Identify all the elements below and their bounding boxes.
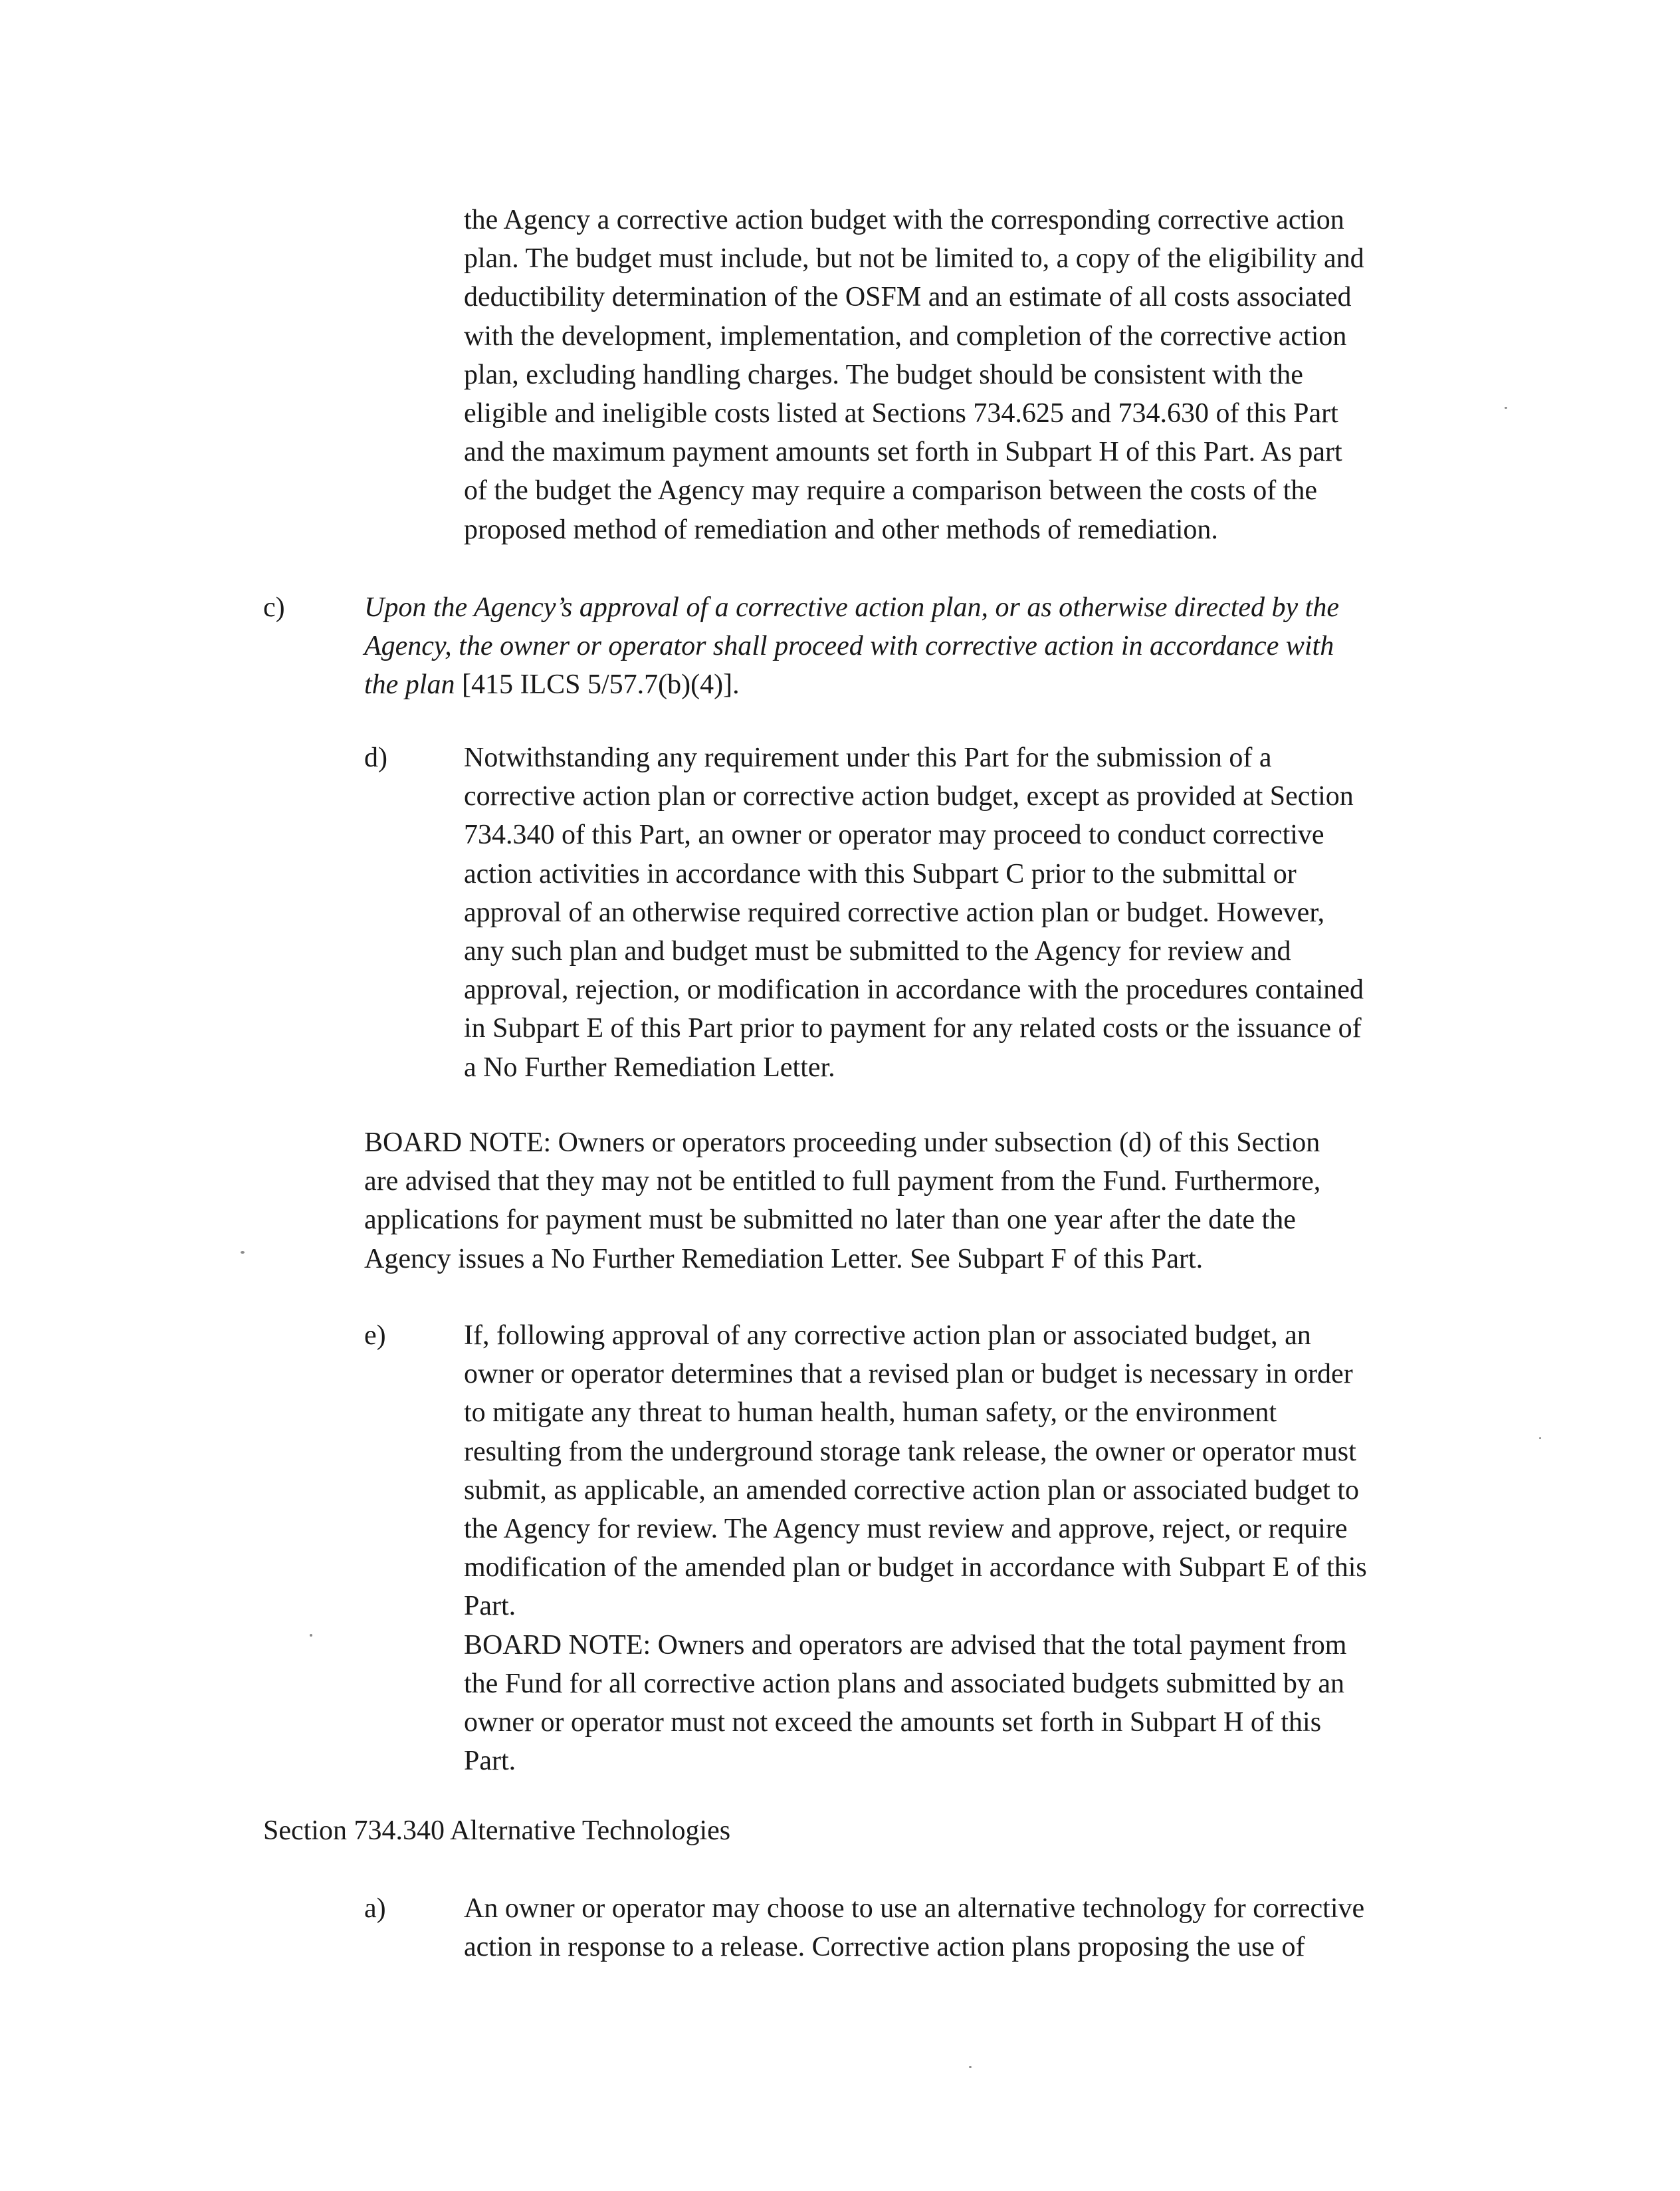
- paragraph-line: the Agency for review. The Agency must review and approve, reject, or require: [464, 1514, 1348, 1545]
- paragraph-line: in Subpart E of this Part prior to payment for any related costs or the issuance of: [464, 1013, 1362, 1044]
- paragraph-line: and the maximum payment amounts set forth in Subpart H of this Part. As part: [464, 437, 1342, 468]
- board-note-line: are advised that they may not be entitled to full payment from the Fund. Furthermore,: [364, 1166, 1321, 1197]
- paragraph-line: approval, rejection, or modification in accordance with the procedures contained: [464, 975, 1364, 1006]
- subsection-e-label: e): [364, 1320, 386, 1351]
- paragraph-line: of the budget the Agency may require a comparison between the costs of the: [464, 475, 1318, 507]
- paragraph-line: If, following approval of any corrective action plan or associated budget, an: [464, 1320, 1311, 1351]
- paragraph-line: with the development, implementation, and completion of the corrective action: [464, 320, 1347, 352]
- scan-speck: [310, 1634, 312, 1637]
- subsection-d-text: [464, 739, 1364, 1087]
- paragraph-line: approval of an otherwise required corrective action plan or budget. However,: [464, 897, 1325, 928]
- paragraph-line: plan, excluding handling charges. The budget should be consistent with the: [464, 359, 1303, 390]
- paragraph-line: eligible and ineligible costs listed at Sections 734.625 and 734.630 of this Part: [464, 398, 1338, 429]
- paragraph-line: action activities in accordance with this Subpart C prior to the submittal or: [464, 858, 1297, 889]
- paragraph-line: action in response to a release. Corrective action plans proposing the use of: [464, 1932, 1305, 1963]
- paragraph-line: deductibility determination of the OSFM and an estimate of all costs associated: [464, 282, 1352, 313]
- paragraph-line: resulting from the underground storage tank release, the owner or operator must: [464, 1436, 1356, 1467]
- subsection-e-text: [464, 1316, 1367, 1780]
- statutory-text-fragment: the plan: [364, 669, 455, 701]
- paragraph-line: the Agency a corrective action budget with the corresponding corrective action: [464, 205, 1344, 235]
- paragraph-line: to mitigate any threat to human health, human safety, or the environment: [464, 1397, 1277, 1429]
- subsection-c-label: c): [263, 592, 285, 623]
- paragraph-line: Notwithstanding any requirement under this Part for the submission of a: [464, 743, 1272, 773]
- board-note-line: BOARD NOTE: Owners and operators are advised that the total payment from: [464, 1629, 1347, 1661]
- board-note-line: Part.: [464, 1746, 516, 1777]
- statute-citation: [415 ILCS 5/57.7(b)(4)].: [455, 669, 740, 701]
- paragraph-line: modification of the amended plan or budget in accordance with Subpart E of this: [464, 1552, 1367, 1583]
- paragraph-line: corrective action plan or corrective action budget, except as provided at Section: [464, 781, 1354, 812]
- paragraph-line: An owner or operator may choose to use an alternative technology for corrective: [464, 1893, 1365, 1924]
- paragraph-line: a No Further Remediation Letter.: [464, 1052, 835, 1083]
- section-heading: [263, 1811, 730, 1850]
- subsection-c-text: [364, 588, 1339, 705]
- board-note-d: [364, 1123, 1320, 1278]
- scan-speck: [1539, 1437, 1541, 1439]
- subsection-d-label: d): [364, 743, 387, 773]
- scan-speck: [1505, 407, 1507, 409]
- scan-speck: [969, 2066, 972, 2068]
- section-a-text: [464, 1889, 1364, 1966]
- paragraph-line: any such plan and budget must be submitted to the Agency for review and: [464, 936, 1291, 967]
- board-note-line: the Fund for all corrective action plans and associated budgets submitted by an: [464, 1668, 1344, 1699]
- board-note-line: owner or operator must not exceed the amounts set forth in Subpart H of this: [464, 1707, 1322, 1738]
- board-note-line: applications for payment must be submitted no later than one year after the date the: [364, 1205, 1296, 1236]
- paragraph-line: 734.340 of this Part, an owner or operator may proceed to conduct corrective: [464, 820, 1324, 851]
- paragraph-line: owner or operator determines that a revised plan or budget is necessary in order: [464, 1359, 1353, 1390]
- paragraph-line: plan. The budget must include, but not be limited to, a copy of the eligibility and: [464, 243, 1364, 275]
- board-note-line: Agency issues a No Further Remediation Letter. See Subpart F of this Part.: [364, 1243, 1204, 1274]
- paragraph-line: Part.: [464, 1591, 516, 1622]
- statutory-text-line: Agency, the owner or operator shall proceed with corrective action in accordance with: [364, 631, 1334, 662]
- section-a-label: a): [364, 1893, 386, 1924]
- section-title: Section 734.340 Alternative Technologies: [263, 1815, 731, 1846]
- paragraph-line: proposed method of remediation and other methods of remediation.: [464, 514, 1218, 545]
- board-note-line: BOARD NOTE: Owners or operators proceeding under subsection (d) of this Section: [364, 1127, 1320, 1158]
- scan-speck: [241, 1251, 245, 1254]
- paragraph-line: submit, as applicable, an amended corrective action plan or associated budget to: [464, 1474, 1360, 1506]
- continuation-paragraph: [464, 201, 1364, 549]
- statutory-text-line: Upon the Agency’s approval of a corrective action plan, or as otherwise directed by the: [364, 592, 1339, 623]
